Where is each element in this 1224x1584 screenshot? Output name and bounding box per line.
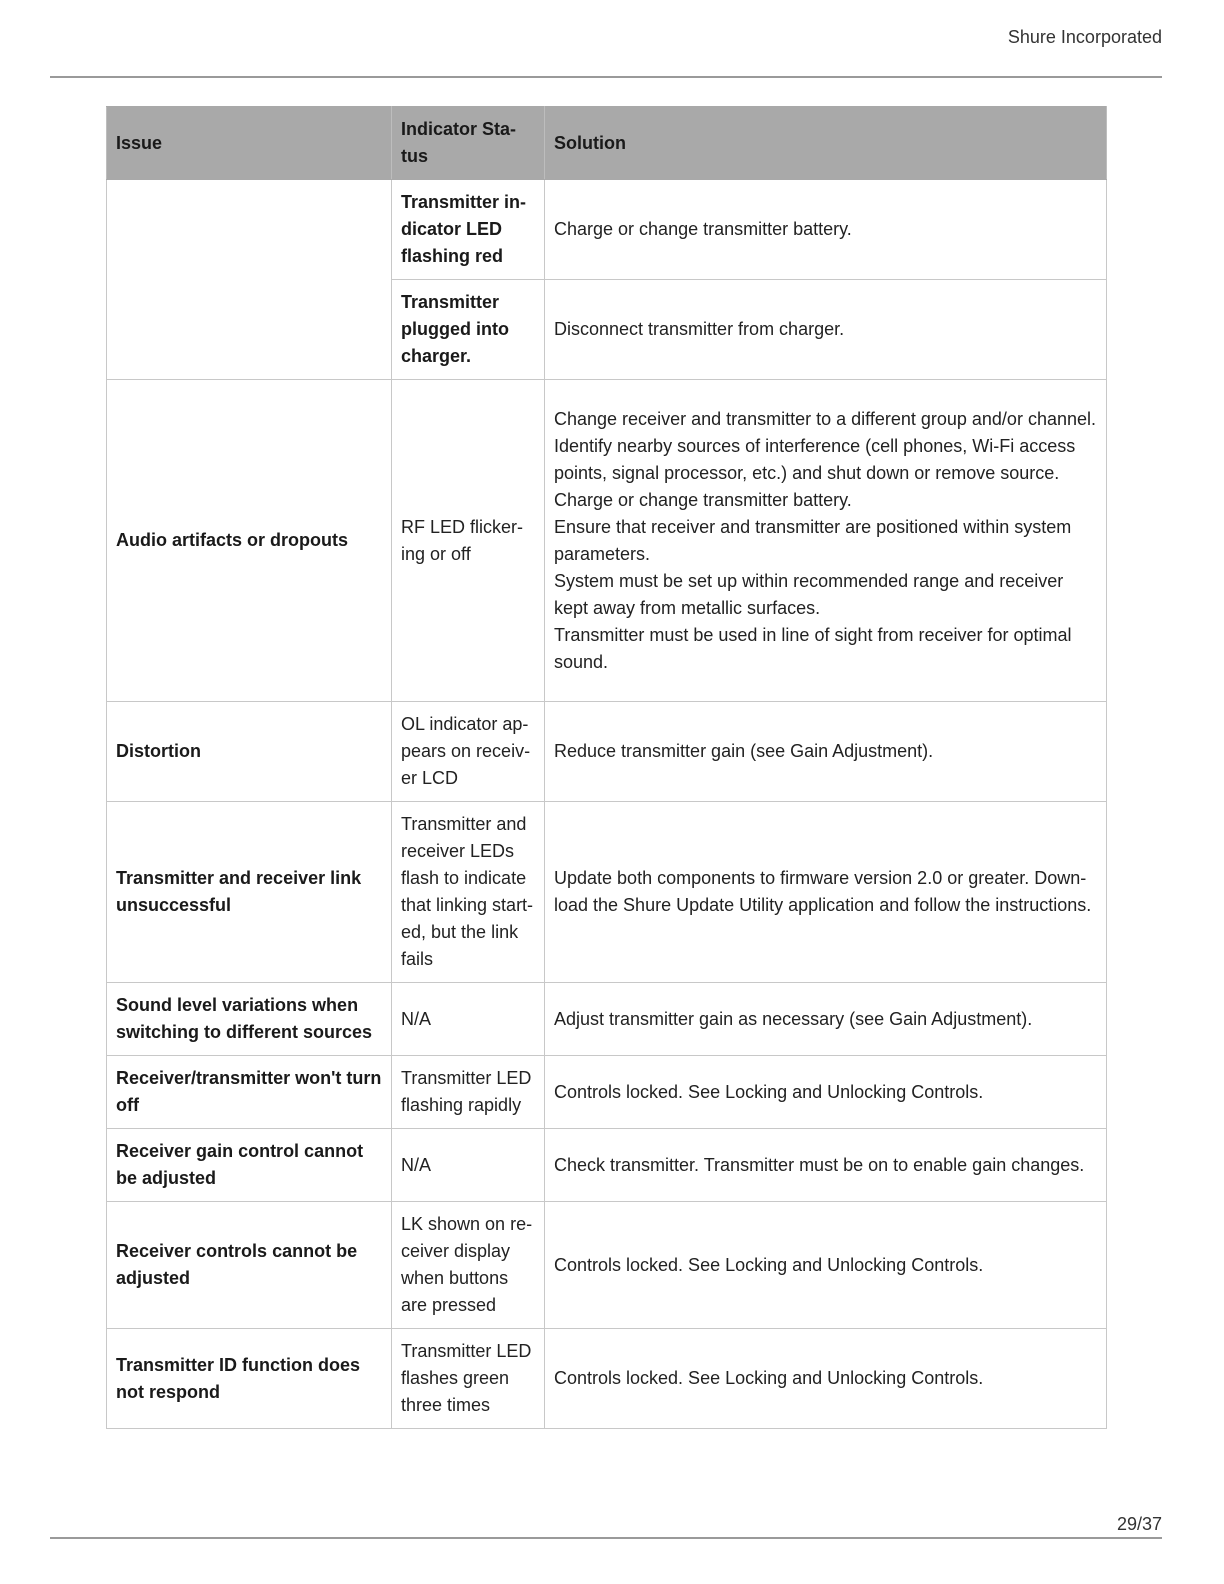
header-status-part1: Indicator Sta-: [401, 119, 517, 139]
solution-cell: Controls locked. See Locking and Unlocking Controls.: [545, 1056, 1107, 1129]
solution-cell: Disconnect transmitter from charger.: [545, 280, 1107, 380]
page-number: 29/37: [1116, 1514, 1162, 1534]
solution-cell: Controls locked. See Locking and Unlocking Controls.: [545, 1329, 1107, 1429]
issue-cell: Audio artifacts or dropouts: [107, 380, 392, 702]
header-divider: [50, 76, 1162, 78]
solution-cell: Adjust transmitter gain as necessary (see Gain Adjustment).: [545, 983, 1107, 1056]
status-cell: LK shown on re- ceiver display when buttons are pressed: [392, 1202, 545, 1329]
table-row: [107, 983, 1107, 1056]
header-status-part2: tus: [401, 146, 428, 166]
status-cell: Transmitter LED flashes green three times: [392, 1329, 545, 1429]
status-cell: OL indicator ap- pears on receiv- er LCD: [392, 702, 545, 802]
status-cell: RF LED flicker- ing or off: [392, 380, 545, 702]
table-row: [107, 1129, 1107, 1202]
header-company: Shure Incorporated: [1007, 27, 1162, 47]
table-row: [107, 1329, 1107, 1429]
status-cell: N/A: [392, 983, 545, 1056]
solution-cell: Reduce transmitter gain (see Gain Adjustment).: [545, 702, 1107, 802]
status-cell: Transmitter in- dicator LED flashing red: [392, 180, 545, 280]
solution-line: System must be set up within recommended range and receiver kept away from metallic surfaces.: [554, 570, 1064, 618]
issue-cell: [107, 180, 392, 380]
troubleshooting-table: [106, 106, 1107, 1429]
issue-cell: Distortion: [107, 702, 392, 802]
issue-cell: Sound level variations when switching to different sources: [107, 983, 392, 1056]
column-header-solution: Solution: [545, 107, 1107, 180]
issue-cell: Receiver gain control cannot be adjusted: [107, 1129, 392, 1202]
solution-cell: Update both components to firmware version 2.0 or greater. Down- load the Shure Update Utility application and follow the instructions.: [545, 802, 1107, 983]
table-row: [107, 1202, 1107, 1329]
table-row: [107, 802, 1107, 983]
column-header-indicator-status: [392, 107, 545, 180]
issue-cell: Receiver/transmitter won't turn off: [107, 1056, 392, 1129]
solution-line: Identify nearby sources of interference (cell phones, Wi-Fi access points, signal processor, etc.) and shut down or remove source.: [554, 435, 1076, 483]
footer-divider: [50, 1537, 1162, 1539]
status-cell: Transmitter plugged into charger.: [392, 280, 545, 380]
solution-cell: Check transmitter. Transmitter must be on to enable gain changes.: [545, 1129, 1107, 1202]
column-header-issue: Issue: [107, 107, 392, 180]
table-header-row: [107, 107, 1107, 180]
solution-line: Ensure that receiver and transmitter are positioned within system parameters.: [554, 516, 1072, 564]
table-row: [107, 380, 1107, 702]
issue-cell: Transmitter and receiver link unsuccessful: [107, 802, 392, 983]
status-cell: Transmitter and receiver LEDs flash to indicate that linking start- ed, but the link fails: [392, 802, 545, 983]
table-row: [107, 1056, 1107, 1129]
status-cell: Transmitter LED flashing rapidly: [392, 1056, 545, 1129]
solution-cell: Charge or change transmitter battery.: [545, 180, 1107, 280]
issue-cell: Receiver controls cannot be adjusted: [107, 1202, 392, 1329]
solution-cell: Controls locked. See Locking and Unlocking Controls.: [545, 1202, 1107, 1329]
table-row: [107, 702, 1107, 802]
table-row: [107, 180, 1107, 280]
solution-line: Change receiver and transmitter to a different group and/or channel.: [554, 408, 1096, 429]
solution-line: Transmitter must be used in line of sight from receiver for optimal sound.: [554, 624, 1072, 672]
solution-line: Charge or change transmitter battery.: [554, 489, 852, 510]
solution-cell: [545, 380, 1107, 702]
status-cell: N/A: [392, 1129, 545, 1202]
issue-cell: Transmitter ID function does not respond: [107, 1329, 392, 1429]
